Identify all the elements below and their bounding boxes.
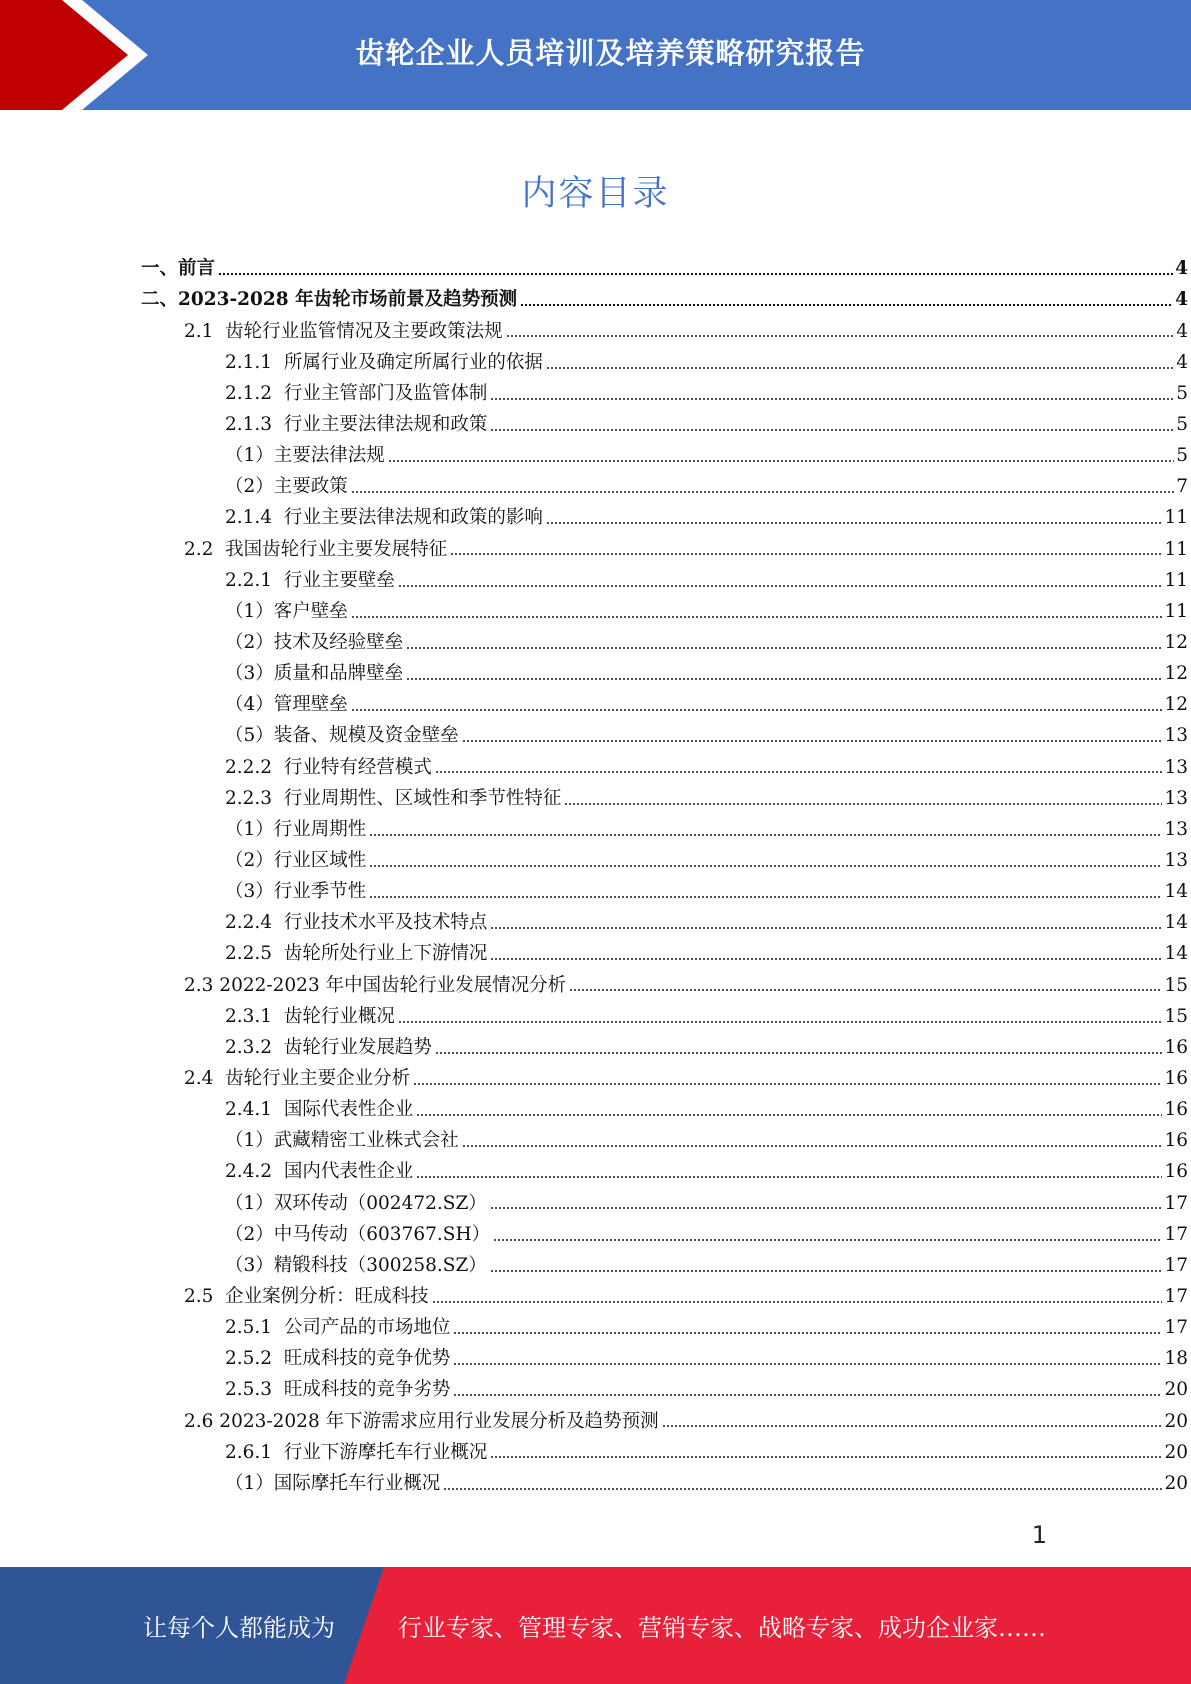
dot-leader (435, 1051, 1163, 1055)
dot-leader (435, 770, 1163, 774)
toc-entry-page: 20 (1164, 1472, 1188, 1494)
toc-entry-page: 13 (1164, 818, 1188, 840)
toc-heading: 内容目录 (521, 174, 670, 214)
dot-leader (546, 366, 1174, 370)
toc-entry[interactable] (0, 1219, 1188, 1250)
toc-entry[interactable] (0, 597, 1188, 628)
toc-entry[interactable] (0, 815, 1188, 846)
toc-entry-label: （2）行业区域性 (225, 849, 367, 871)
toc-entry[interactable] (0, 908, 1188, 939)
toc-entry-label: 2.6.1 行业下游摩托车行业概况 (225, 1441, 488, 1463)
toc-entry-label: 2.2.3 行业周期性、区域性和季节性特征 (225, 787, 562, 809)
page-number: 1 (1031, 1521, 1047, 1549)
toc-entry-label: （1）武藏精密工业株式会社 (225, 1130, 459, 1152)
toc-entry-label: 二、2023-2028 年齿轮市场前景及趋势预测 (141, 289, 518, 311)
toc-entry-label: （1）客户壁垒 (225, 600, 348, 622)
dot-leader (569, 988, 1162, 992)
toc-entry-label: 2.1.3 行业主要法律法规和政策 (225, 414, 488, 436)
toc-entry[interactable] (0, 254, 1188, 285)
toc-entry-page: 4 (1176, 320, 1188, 342)
dot-leader (662, 1424, 1163, 1428)
toc-entry-label: 2.5 企业案例分析：旺成科技 (184, 1285, 429, 1307)
toc-entry[interactable] (0, 1406, 1188, 1437)
toc-entry[interactable] (0, 285, 1188, 316)
toc-entry-label: 2.5.2 旺成科技的竞争优势 (225, 1348, 451, 1370)
toc-entry[interactable] (0, 565, 1188, 596)
toc-entry[interactable] (0, 628, 1188, 659)
toc-entry-label: 2.2.5 齿轮所处行业上下游情况 (225, 943, 488, 965)
toc-entry-label: 一、前言 (141, 258, 216, 280)
toc-entry-label: （1）国际摩托车行业概况 (225, 1472, 441, 1494)
toc-entry[interactable] (0, 721, 1188, 752)
toc-entry-page: 4 (1175, 258, 1188, 280)
toc-entry-page: 17 (1164, 1285, 1188, 1307)
toc-entry-label: 2.2.4 行业技术水平及技术特点 (225, 912, 488, 934)
toc-entry[interactable] (0, 846, 1188, 877)
dot-leader (490, 1269, 1163, 1273)
toc-entry[interactable] (0, 379, 1188, 410)
dot-leader (450, 552, 1162, 556)
dot-leader (351, 615, 1163, 619)
dot-leader (413, 1082, 1162, 1086)
toc-entry-page: 15 (1164, 1005, 1188, 1027)
dot-leader (490, 1455, 1162, 1459)
toc-entry-page: 17 (1164, 1317, 1188, 1339)
dot-leader (520, 303, 1173, 307)
toc-entry-label: 2.1.1 所属行业及确定所属行业的依据 (225, 351, 543, 373)
toc-entry-label: 2.5.3 旺成科技的竞争劣势 (225, 1379, 451, 1401)
toc-entry-page: 15 (1164, 974, 1188, 996)
toc-entry[interactable] (0, 1001, 1188, 1032)
toc-entry-label: 2.1.4 行业主要法律法规和政策的影响 (225, 507, 543, 529)
toc-entry-page: 13 (1164, 787, 1188, 809)
toc-entry-page: 20 (1164, 1441, 1188, 1463)
dot-leader (443, 1487, 1162, 1491)
dot-leader (462, 1144, 1163, 1148)
dot-leader (406, 677, 1162, 681)
toc-entry-page: 11 (1164, 569, 1188, 591)
dot-leader (453, 1331, 1162, 1335)
toc-entry-label: （3）质量和品牌壁垒 (225, 663, 404, 685)
dot-leader (351, 708, 1163, 712)
dot-leader (453, 1393, 1162, 1397)
dot-leader (453, 1362, 1162, 1366)
dot-leader (546, 521, 1163, 525)
toc-entry-label: （2）中马传动（603767.SH） (225, 1223, 491, 1245)
toc-entry-label: 2.2 我国齿轮行业主要发展特征 (184, 538, 448, 560)
toc-entry-page: 17 (1164, 1254, 1188, 1276)
footer-slogan-right: 行业专家、管理专家、营销专家、战略专家、成功企业家…… (398, 1614, 1046, 1642)
toc-entry-page: 13 (1164, 725, 1188, 747)
toc-entry-page: 11 (1164, 538, 1188, 560)
toc-entry-page: 5 (1176, 414, 1188, 436)
toc-entry-page: 14 (1164, 943, 1188, 965)
toc-entry-label: （3）精锻科技（300258.SZ） (225, 1254, 487, 1276)
dot-leader (490, 397, 1174, 401)
toc-entry-page: 5 (1176, 382, 1188, 404)
dot-leader (506, 334, 1175, 338)
toc-entry-label: 2.3.2 齿轮行业发展趋势 (225, 1036, 432, 1058)
toc-entry-label: （2）主要政策 (225, 476, 348, 498)
toc-entry[interactable] (0, 1437, 1188, 1468)
toc-entry-page: 4 (1175, 289, 1188, 311)
toc-entry-page: 14 (1164, 912, 1188, 934)
toc-entry[interactable] (0, 690, 1188, 721)
toc-entry[interactable] (0, 939, 1188, 970)
toc-entry-label: （4）管理壁垒 (225, 694, 348, 716)
toc-entry[interactable] (0, 877, 1188, 908)
toc-entry[interactable] (0, 1157, 1188, 1188)
toc-entry-label: 2.3 2022-2023 年中国齿轮行业发展情况分析 (184, 974, 567, 996)
toc-entry[interactable] (0, 1344, 1188, 1375)
dot-leader (369, 895, 1162, 899)
dot-leader (351, 490, 1174, 494)
toc-entry-page: 17 (1164, 1223, 1188, 1245)
toc-entry-page: 20 (1164, 1410, 1188, 1432)
dot-leader (398, 1020, 1163, 1024)
dot-leader (416, 1113, 1162, 1117)
toc-entry[interactable] (0, 659, 1188, 690)
dot-leader (416, 1175, 1162, 1179)
dot-leader (490, 957, 1162, 961)
toc-entry[interactable] (0, 410, 1188, 441)
toc-entry[interactable] (0, 1126, 1188, 1157)
toc-entry-label: 2.2.2 行业特有经营模式 (225, 756, 432, 778)
toc-entry-label: （3）行业季节性 (225, 881, 367, 903)
toc-entry-page: 11 (1164, 600, 1188, 622)
header-banner (0, 0, 1191, 110)
dot-leader (490, 1206, 1163, 1210)
toc-entry-label: 2.4.2 国内代表性企业 (225, 1161, 414, 1183)
toc-entry-label: 2.6 2023-2028 年下游需求应用行业发展分析及趋势预测 (184, 1410, 659, 1432)
toc-entry[interactable] (0, 1468, 1188, 1499)
toc-entry-label: 2.3.1 齿轮行业概况 (225, 1005, 395, 1027)
toc-entry[interactable] (0, 534, 1188, 565)
toc-entry[interactable] (0, 316, 1188, 347)
dot-leader (493, 1238, 1162, 1242)
toc-entry-page: 14 (1164, 881, 1188, 903)
toc-entry[interactable] (0, 1282, 1188, 1313)
toc-entry[interactable] (0, 347, 1188, 378)
toc-entry-page: 5 (1176, 445, 1188, 467)
dot-leader (388, 459, 1174, 463)
toc-entry-page: 11 (1164, 507, 1188, 529)
toc-entry[interactable] (0, 1033, 1188, 1064)
toc-entry-label: 2.4.1 国际代表性企业 (225, 1099, 414, 1121)
dot-leader (398, 584, 1163, 588)
toc-entry[interactable] (0, 472, 1188, 503)
toc-entry-page: 18 (1164, 1348, 1188, 1370)
toc-entry-page: 12 (1164, 663, 1188, 685)
toc-entry[interactable] (0, 970, 1188, 1001)
toc-entry[interactable] (0, 752, 1188, 783)
toc-entry-label: （1）行业周期性 (225, 818, 367, 840)
dot-leader (369, 864, 1162, 868)
dot-leader (406, 646, 1162, 650)
footer-banner (0, 1567, 1191, 1684)
toc-entry[interactable] (0, 441, 1188, 472)
toc-entry[interactable] (0, 1251, 1188, 1282)
toc-entry-page: 13 (1164, 849, 1188, 871)
toc-entry-label: 2.5.1 公司产品的市场地位 (225, 1317, 451, 1339)
toc-entry-label: （5）装备、规模及资金壁垒 (225, 725, 459, 747)
toc-entry[interactable] (0, 1064, 1188, 1095)
report-title: 齿轮企业人员培训及培养策略研究报告 (355, 35, 866, 70)
toc-entry[interactable] (0, 783, 1188, 814)
toc-entry-page: 16 (1164, 1036, 1188, 1058)
toc-entry-label: 2.1.2 行业主管部门及监管体制 (225, 382, 488, 404)
toc-entry-page: 7 (1176, 476, 1188, 498)
toc-entry-label: 2.1 齿轮行业监管情况及主要政策法规 (184, 320, 503, 342)
toc-entry-label: （1）主要法律法规 (225, 445, 385, 467)
footer-slogan-left: 让每个人都能成为 (143, 1614, 335, 1642)
dot-leader (462, 739, 1163, 743)
toc-entry[interactable] (0, 503, 1188, 534)
toc-entry-label: （2）技术及经验壁垒 (225, 632, 404, 653)
toc-entry-label: （1）双环传动（002472.SZ） (225, 1192, 487, 1214)
table-of-contents (0, 254, 1191, 1500)
toc-entry-label: 2.4 齿轮行业主要企业分析 (184, 1067, 411, 1089)
dot-leader (490, 926, 1162, 930)
toc-entry-page: 16 (1164, 1130, 1188, 1152)
dot-leader (564, 802, 1162, 806)
toc-entry-page: 4 (1176, 351, 1188, 373)
toc-entry-page: 20 (1164, 1379, 1188, 1401)
dot-leader (218, 272, 1173, 276)
toc-entry-page: 16 (1164, 1067, 1188, 1089)
toc-entry[interactable] (0, 1313, 1188, 1344)
toc-entry-page: 16 (1164, 1099, 1188, 1121)
toc-entry[interactable] (0, 1095, 1188, 1126)
toc-entry-page: 12 (1164, 632, 1188, 653)
toc-entry[interactable] (0, 1188, 1188, 1219)
toc-entry-page: 16 (1164, 1161, 1188, 1183)
toc-entry-page: 12 (1164, 694, 1188, 716)
toc-entry-page: 17 (1164, 1192, 1188, 1214)
dot-leader (369, 833, 1162, 837)
toc-entry-label: 2.2.1 行业主要壁垒 (225, 569, 395, 591)
toc-entry[interactable] (0, 1375, 1188, 1406)
dot-leader (490, 428, 1174, 432)
dot-leader (432, 1300, 1163, 1304)
toc-entry-page: 13 (1164, 756, 1188, 778)
